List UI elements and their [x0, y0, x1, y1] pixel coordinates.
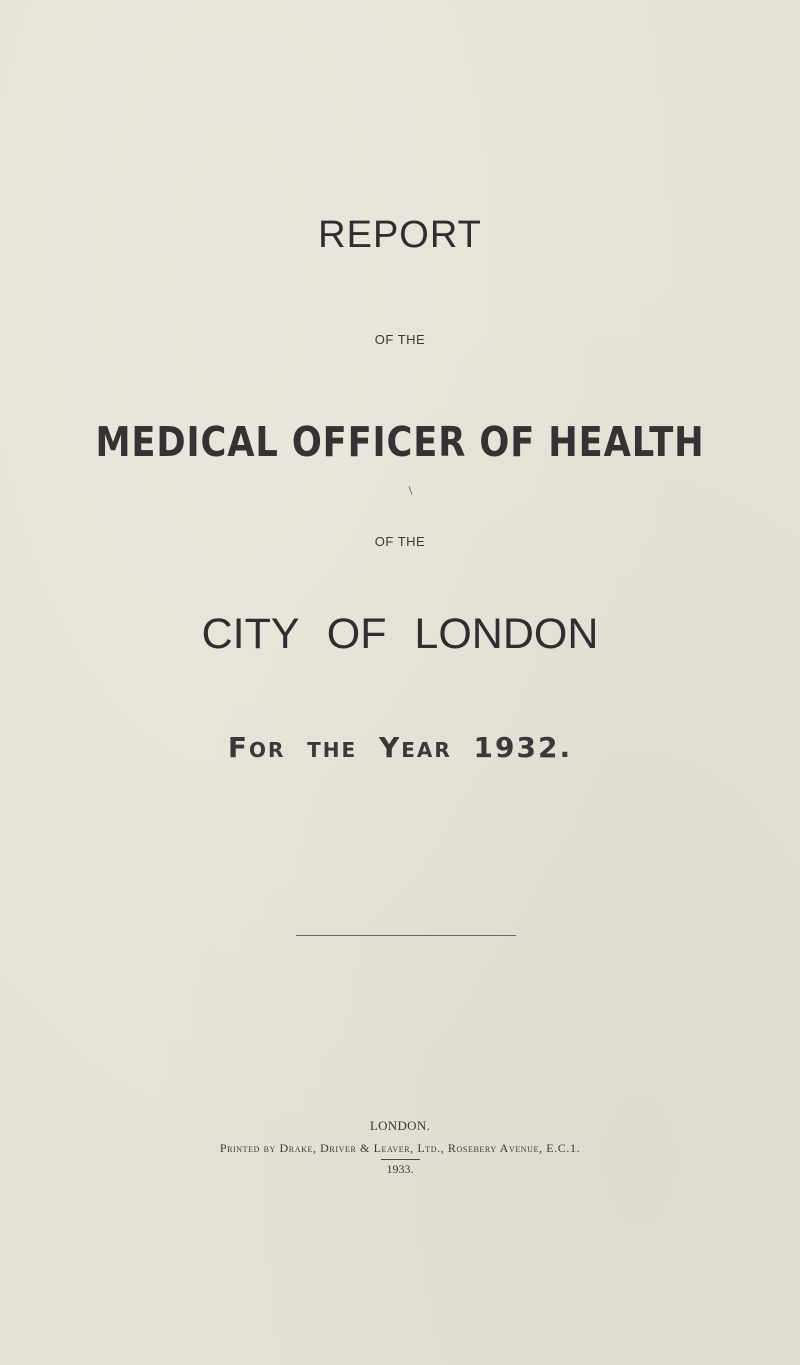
section-divider — [296, 935, 516, 936]
imprint-printer: Printed by Drake, Driver & Leaver, Ltd., Rosebery Avenue, E.C.1. — [219, 1141, 581, 1155]
of-the-line-2: OF THE — [374, 534, 426, 549]
place-heading: CITY OF LONDON — [201, 610, 599, 658]
imprint-city: LONDON. — [369, 1118, 431, 1133]
subject-heading: MEDICAL OFFICER OF HEALTH — [95, 418, 705, 466]
period-heading: For the Year 1932. — [227, 731, 573, 764]
imprint-year: 1933. — [386, 1162, 414, 1176]
of-the-line-1: OF THE — [374, 332, 426, 347]
imprint-divider — [381, 1159, 420, 1160]
ink-speck — [408, 486, 412, 495]
report-heading: REPORT — [318, 214, 482, 256]
